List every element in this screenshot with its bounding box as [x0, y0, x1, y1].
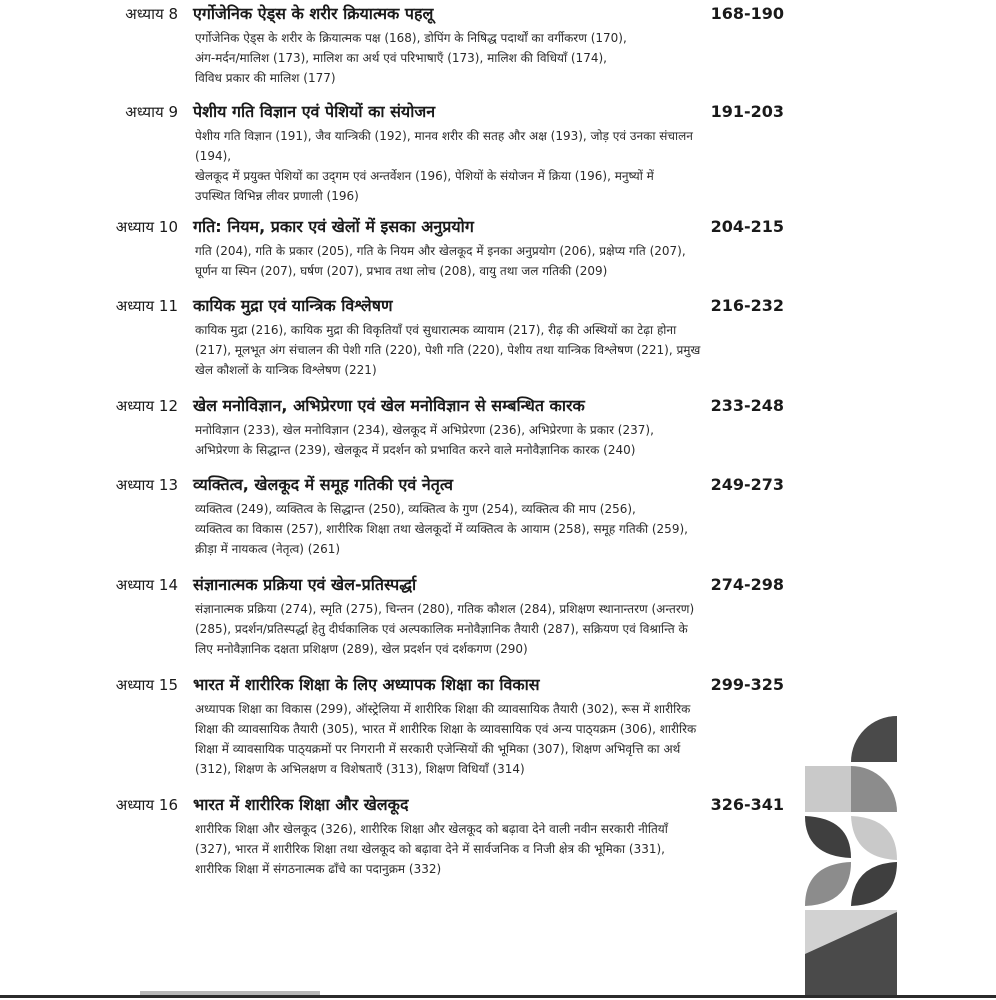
chapter-title: कायिक मुद्रा एवं यान्त्रिक विश्लेषण: [193, 296, 393, 315]
topic-line: मनोविज्ञान (233), खेल मनोविज्ञान (234), खेलकूद में अभिप्रेरणा (236), अभिप्रेरणा के प्रकार (237),: [195, 423, 654, 437]
chapter-number: अध्याय 15: [115, 676, 178, 694]
topic-line: (217), मूलभूत अंग संचालन की पेशी गति (220), पेशी गति (220), पेशीय तथा यान्त्रिक विश्लेषण (221), प्रमुख: [195, 343, 701, 357]
chapter-title: संज्ञानात्मक प्रक्रिया एवं खेल-प्रतिस्पर्द्धा: [193, 575, 417, 594]
topic-line: शारीरिक शिक्षा में संगठनात्मक ढाँचे का पदानुक्रम (332): [195, 862, 442, 876]
topic-line: विविध प्रकार की मालिश (177): [195, 71, 336, 85]
topic-line: अंग-मर्दन/मालिश (173), मालिश का अर्थ एवं परिभाषाएँ (173), मालिश की विधियाँ (174),: [195, 51, 607, 65]
chapter-title: खेल मनोविज्ञान, अभिप्रेरणा एवं खेल मनोविज्ञान से सम्बन्धित कारक: [193, 396, 585, 415]
chapter-topics: [195, 819, 785, 879]
chapter-number: अध्याय 13: [115, 476, 178, 494]
chapter-number: अध्याय 11: [115, 297, 178, 315]
topic-line: संज्ञानात्मक प्रक्रिया (274), स्मृति (275), चिन्तन (280), गतिक कौशल (284), प्रशिक्षण स्थानान्तरण (अन्तरण): [195, 602, 695, 616]
quarter-circle-shape: [851, 766, 897, 812]
chapter-page-range: 233-248: [710, 396, 784, 415]
topic-line: क्रीड़ा में नायकत्व (नेतृत्व) (261): [195, 542, 341, 556]
topic-line: घूर्णन या स्पिन (207), घर्षण (207), प्रभाव तथा लोच (208), वायु तथा जल गतिकी (209): [195, 264, 608, 278]
topic-line: (194),: [195, 149, 232, 163]
chapter-topics: [195, 420, 785, 460]
leaf-shape: [805, 816, 851, 858]
chapter-title: व्यक्तित्व, खेलकूद में समूह गतिकी एवं नेतृत्व: [193, 475, 453, 494]
chapter-number: अध्याय 16: [115, 796, 178, 814]
chapter-page-range: 168-190: [710, 4, 784, 23]
chapter-title: पेशीय गति विज्ञान एवं पेशियों का संयोजन: [193, 102, 436, 121]
topic-line: (312), शिक्षण के अभिलक्षण व विशेषताएँ (313), शिक्षण विधियाँ (314): [195, 762, 525, 776]
topic-line: पेशीय गति विज्ञान (191), जैव यान्त्रिकी (192), मानव शरीर की सतह और अक्ष (193), जोड़ एवं उनका संचालन: [195, 129, 693, 143]
chapter-number: अध्याय 10: [115, 218, 178, 236]
chapter-title: गति: नियम, प्रकार एवं खेलों में इसका अनुप्रयोग: [193, 217, 474, 236]
chapter-page-range: 299-325: [710, 675, 784, 694]
topic-line: कायिक मुद्रा (216), कायिक मुद्रा की विकृतियाँ एवं सुधारात्मक व्यायाम (217), रीढ़ की अस्थियों का टेढ़ा होना: [195, 323, 677, 337]
chapter-title: एर्गोजेनिक ऐड्स के शरीर क्रियात्मक पहलू: [193, 4, 434, 23]
topic-line: खेल कौशलों के यान्त्रिक विश्लेषण (221): [195, 363, 377, 377]
chapter-number: अध्याय 12: [115, 397, 178, 415]
chapter-topics: [195, 126, 785, 206]
chapter-topics: [195, 699, 785, 779]
chapter-number: अध्याय 14: [115, 576, 178, 594]
bottom-rule: [0, 995, 996, 998]
topic-line: (285), प्रदर्शन/प्रतिस्पर्द्धा हेतु दीर्घकालिक एवं अल्पकालिक मनोवैज्ञानिक तैयारी (287), सक्रियण एवं विश्रान्ति के: [195, 622, 688, 636]
chapter-topics: [195, 499, 785, 559]
topic-line: व्यक्तित्व का विकास (257), शारीरिक शिक्षा तथा खेलकूदों में व्यक्तित्व के आयाम (258), समूह गतिकी (259),: [195, 522, 688, 536]
topic-line: गति (204), गति के प्रकार (205), गति के नियम और खेलकूद में इनका अनुप्रयोग (206), प्रक्षेप्य गति (207),: [195, 244, 686, 258]
topic-line: उपस्थित विभिन्न लीवर प्रणाली (196): [195, 189, 359, 203]
leaf-shape: [851, 862, 897, 906]
topic-line: अध्यापक शिक्षा का विकास (299), ऑस्ट्रेलिया में शारीरिक शिक्षा की व्यावसायिक तैयारी (302), रूस में शारीरिक: [195, 702, 691, 716]
chapter-topics: [195, 320, 785, 380]
chapter-page-range: 204-215: [710, 217, 784, 236]
topic-line: अभिप्रेरणा के सिद्धान्त (239), खेलकूद में प्रदर्शन को प्रभावित करने वाले मनोवैज्ञानिक कारक (240): [195, 443, 636, 457]
topic-line: लिए मनोवैज्ञानिक दक्षता प्रशिक्षण (289), खेल प्रदर्शन एवं दर्शकगण (290): [195, 642, 528, 656]
chapter-page-range: 326-341: [710, 795, 784, 814]
chapter-topics: [195, 241, 785, 281]
quarter-circle-shape: [851, 716, 897, 762]
topic-line: एर्गोजेनिक ऐड्स के शरीर के क्रियात्मक पक्ष (168), डोपिंग के निषिद्ध पदार्थों का वर्गीकरण (170),: [195, 31, 627, 45]
chapter-topics: [195, 28, 785, 88]
chapter-number: अध्याय 9: [125, 103, 178, 121]
leaf-shape: [851, 816, 897, 860]
chapter-topics: [195, 599, 785, 659]
chapter-page-range: 274-298: [710, 575, 784, 594]
topic-line: शारीरिक शिक्षा और खेलकूद (326), शारीरिक शिक्षा और खेलकूद को बढ़ावा देने वाली नवीन सरकारी नीतियाँ: [195, 822, 668, 836]
chapter-number: अध्याय 8: [125, 5, 178, 23]
chapter-title: भारत में शारीरिक शिक्षा और खेलकूद: [193, 795, 409, 814]
chapter-page-range: 191-203: [710, 102, 784, 121]
chapter-title: भारत में शारीरिक शिक्षा के लिए अध्यापक शिक्षा का विकास: [193, 675, 540, 694]
topic-line: व्यक्तित्व (249), व्यक्तित्व के सिद्धान्त (250), व्यक्तित्व के गुण (254), व्यक्तित्व की माप (256),: [195, 502, 636, 516]
topic-line: शिक्षा में व्यावसायिक पाठ्‌यक्रमों पर निगरानी में सरकारी एजेन्सियों की भूमिका (307), शिक्षण अभिवृत्ति का अर्थ: [195, 742, 681, 756]
topic-line: खेलकूद में प्रयुक्त पेशियों का उद्‌गम एवं अन्तर्वेशन (196), पेशियों के संयोजन में क्रिया (196), मनुष्यों में: [195, 169, 654, 183]
topic-line: (327), भारत में शारीरिक शिक्षा तथा खेलकूद को बढ़ावा देने में सार्वजनिक व निजी क्षेत्र की भूमिका (331),: [195, 842, 665, 856]
chapter-page-range: 216-232: [710, 296, 784, 315]
square-shape: [805, 766, 851, 812]
decorative-geometric-shapes: [805, 716, 897, 996]
topic-line: शिक्षा की व्यावसायिक तैयारी (305), भारत में शारीरिक शिक्षा के व्यावसायिक एवं अन्य पाठ्‌यक्रम (306), शारीरिक: [195, 722, 697, 736]
leaf-shape: [805, 862, 851, 906]
chapter-page-range: 249-273: [710, 475, 784, 494]
